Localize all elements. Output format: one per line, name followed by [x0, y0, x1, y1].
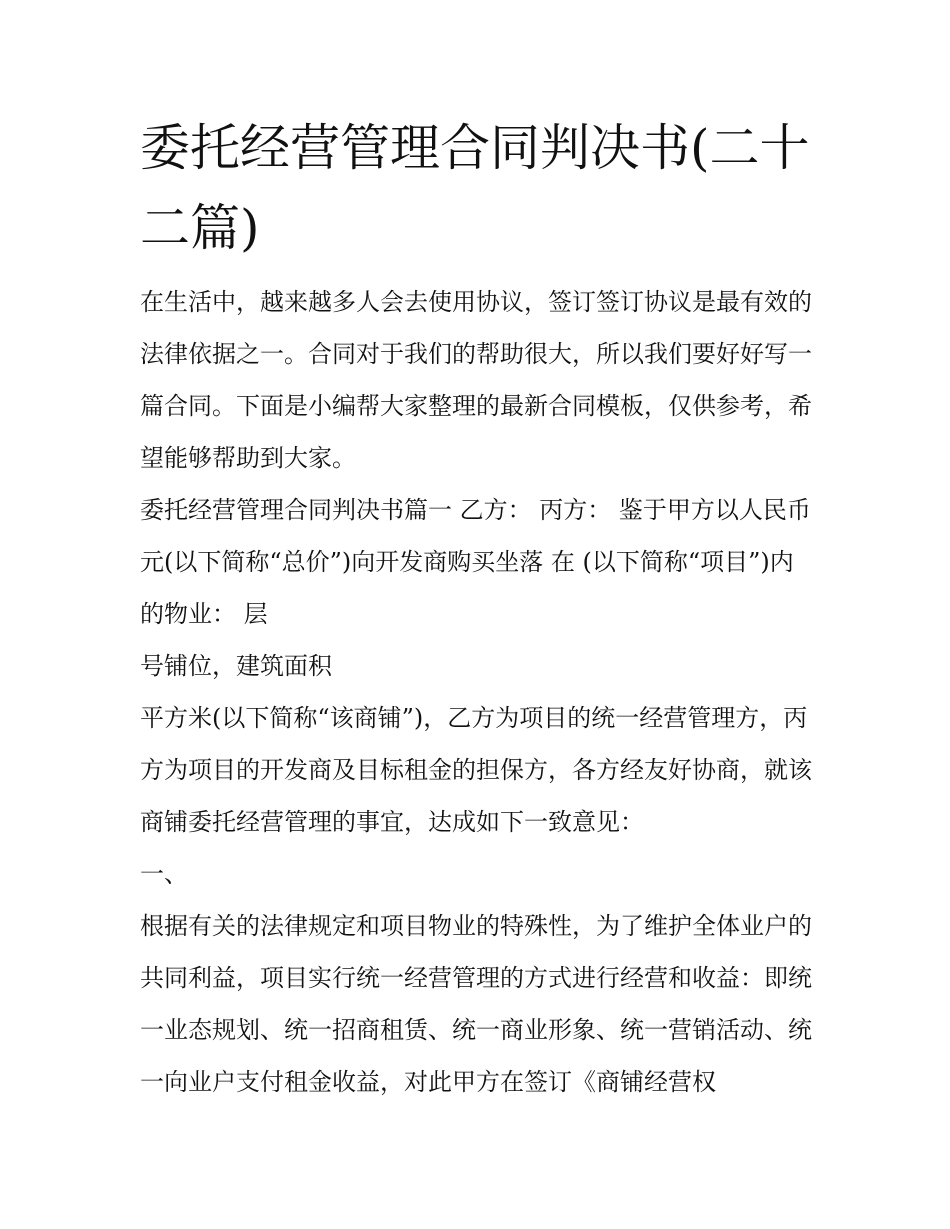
paragraph-parties: 委托经营管理合同判决书篇一 乙方： 丙方： 鉴于甲方以人民币 元(以下简称“总价”)向开发商购买坐落 在 (以下简称“项目”)内的物业： 层	[140, 496, 811, 628]
paragraph-intro: 在生活中，越来越多人会去使用协议，签订签订协议是最有效的法律依据之一。合同对于我们的帮助很大，所以我们要好好写一篇合同。下面是小编帮大家整理的最新合同模板，仅供参考，希望能够帮助到大家。	[140, 288, 812, 472]
document-title: 委托经营管理合同判决书(二十二篇)	[140, 119, 810, 257]
paragraph-unit: 号铺位，建筑面积	[140, 652, 332, 680]
section-heading-one: 一、	[140, 860, 188, 888]
paragraph-area: 平方米(以下简称“该商铺”)，乙方为项目的统一经营管理方，丙方为项目的开发商及目标租金的担保方，各方经友好协商，就该商铺委托经营管理的事宜，达成如下一致意见：	[140, 704, 812, 836]
document-body	[140, 276, 815, 1108]
paragraph-management: 根据有关的法律规定和项目物业的特殊性，为了维护全体业户的共同利益，项目实行统一经营管理的方式进行经营和收益：即统一业态规划、统一招商租赁、统一商业形象、统一营销活动、统一向业户支付租金收益，对此甲方在签订《商铺经营权	[140, 912, 812, 1096]
